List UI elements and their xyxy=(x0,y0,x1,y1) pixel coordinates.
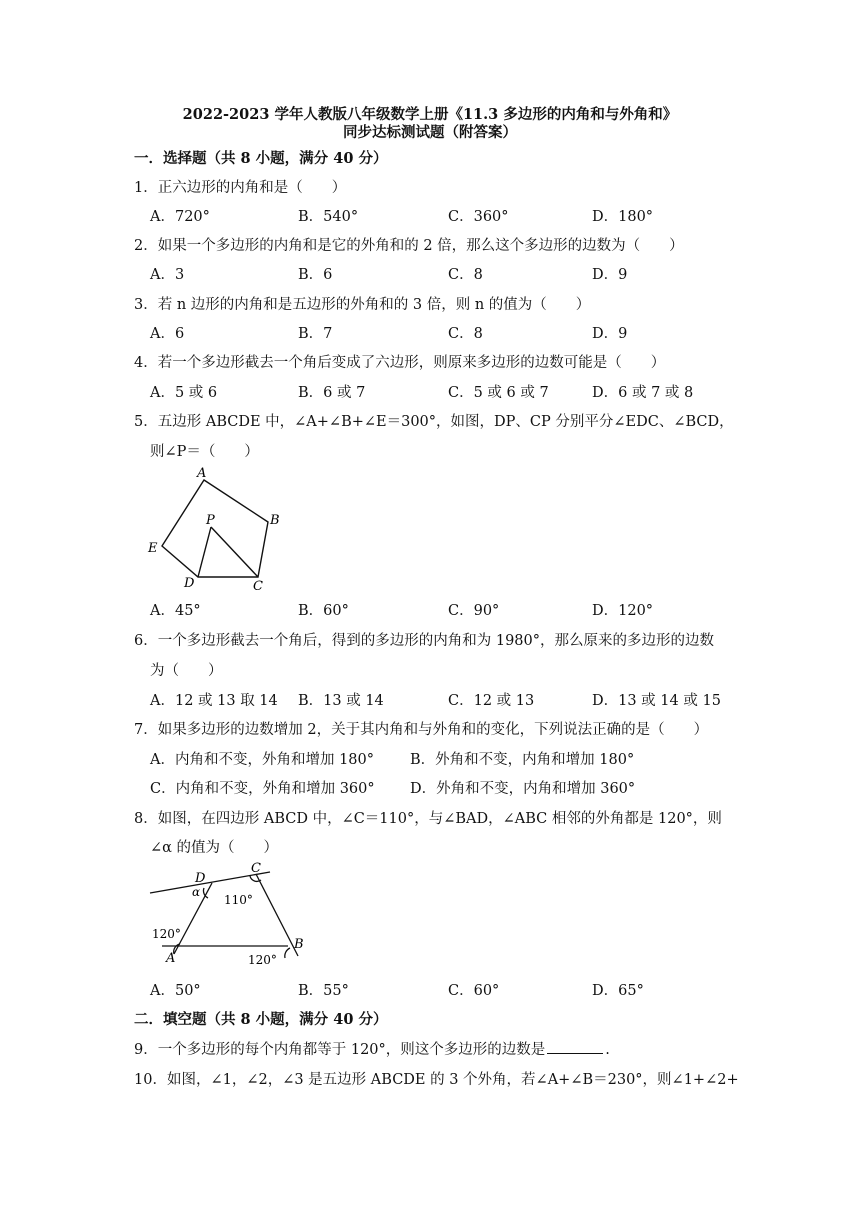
quadrilateral-figure xyxy=(148,860,318,970)
option-c: C．8 xyxy=(448,267,483,283)
question-number: 10． xyxy=(134,1072,167,1088)
option-d: D．120° xyxy=(592,603,654,619)
question-number: 2． xyxy=(134,238,158,254)
option-b: B．外角和不变，内角和增加 180° xyxy=(410,752,635,768)
option-b: B．13 或 14 xyxy=(298,693,384,709)
vertex-label-c: C xyxy=(251,861,261,876)
option-c: C．5 或 6 或 7 xyxy=(448,385,549,401)
angle-label-b: 120° xyxy=(248,953,277,967)
point-label-p: P xyxy=(206,513,215,528)
question-10 xyxy=(134,1068,739,1089)
vertex-label-d: D xyxy=(184,576,195,591)
question-text: 五边形 ABCDE 中，∠A+∠B+∠E＝300°，如图，DP、CP 分别平分∠EDC、∠BCD， xyxy=(157,414,734,430)
section-heading-fill-blank: 二．填空题（共 8 小题，满分 40 分） xyxy=(134,1011,388,1028)
question-3 xyxy=(134,293,590,314)
angle-label-c: 110° xyxy=(224,893,253,907)
vertex-label-d: D xyxy=(195,871,206,886)
question-5 xyxy=(134,410,734,431)
option-c: C．12 或 13 xyxy=(448,693,535,709)
question-number: 7． xyxy=(134,722,158,738)
page-subtitle: 同步达标测试题（附答案） xyxy=(343,124,517,141)
vertex-label-a: A xyxy=(197,466,207,481)
option-a: A．720° xyxy=(150,209,210,225)
option-a: A．50° xyxy=(150,983,201,999)
section-heading-choice: 一．选择题（共 8 小题，满分 40 分） xyxy=(134,150,388,167)
option-d: D．65° xyxy=(592,983,644,999)
option-c: C．8 xyxy=(448,326,483,342)
option-a: A．内角和不变，外角和增加 180° xyxy=(150,752,375,768)
option-b: B．6 xyxy=(298,267,333,283)
option-b: B．55° xyxy=(298,983,349,999)
question-9 xyxy=(134,1038,610,1059)
question-2 xyxy=(134,234,684,255)
question-number: 4． xyxy=(134,355,158,371)
option-d: D．9 xyxy=(592,326,628,342)
question-text: 正六边形的内角和是（ ） xyxy=(157,180,347,196)
angle-label-a: 120° xyxy=(152,927,181,941)
question-7 xyxy=(134,718,708,739)
question-number: 9． xyxy=(134,1042,158,1058)
answer-blank[interactable] xyxy=(547,1041,603,1054)
option-a: A．6 xyxy=(150,326,185,342)
question-1 xyxy=(134,176,346,197)
question-text: 一个多边形截去一个角后，得到的多边形的内角和为 1980°，那么原来的多边形的边数 xyxy=(157,633,714,649)
question-number: 3． xyxy=(134,297,158,313)
question-number: 5． xyxy=(134,414,158,430)
question-4 xyxy=(134,351,665,372)
option-a: A．5 或 6 xyxy=(150,385,218,401)
page-title: 2022-2023 学年人教版八年级数学上册《11.3 多边形的内角和与外角和》 xyxy=(182,106,678,123)
option-b: B．6 或 7 xyxy=(298,385,366,401)
vertex-label-b: B xyxy=(270,513,280,528)
vertex-label-c: C xyxy=(253,579,263,594)
angle-label-alpha: α xyxy=(192,885,201,899)
option-d: D．9 xyxy=(592,267,628,283)
question-text: 一个多边形的每个内角都等于 120°，则这个多边形的边数是 xyxy=(157,1042,546,1058)
option-b: B．540° xyxy=(298,209,359,225)
option-b: B．60° xyxy=(298,603,349,619)
pentagon-figure xyxy=(140,462,290,594)
option-a: A．12 或 13 取 14 xyxy=(150,693,278,709)
option-c: C．内角和不变，外角和增加 360° xyxy=(150,781,375,797)
option-d: D．外角和不变，内角和增加 360° xyxy=(410,781,636,797)
question-text-continued: 则∠P＝（ ） xyxy=(150,444,259,460)
vertex-label-e: E xyxy=(148,541,158,556)
question-text-continued: ∠α 的值为（ ） xyxy=(150,840,279,856)
option-a: A．45° xyxy=(150,603,201,619)
vertex-label-b: B xyxy=(294,937,304,952)
question-text: 如果一个多边形的内角和是它的外角和的 2 倍，那么这个多边形的边数为（ ） xyxy=(157,238,684,254)
question-number: 1． xyxy=(134,180,158,196)
option-b: B．7 xyxy=(298,326,333,342)
question-text: 若 n 边形的内角和是五边形的外角和的 3 倍，则 n 的值为（ ） xyxy=(157,297,591,313)
option-d: D．6 或 7 或 8 xyxy=(592,385,694,401)
option-c: C．360° xyxy=(448,209,509,225)
option-c: C．60° xyxy=(448,983,500,999)
option-d: D．180° xyxy=(592,209,654,225)
question-text-continued: 为（ ） xyxy=(150,663,223,679)
question-text-end: . xyxy=(605,1042,610,1058)
option-c: C．90° xyxy=(448,603,500,619)
question-text: 如图，∠1，∠2，∠3 是五边形 ABCDE 的 3 个外角，若∠A+∠B＝230°，则∠1+∠2+ xyxy=(166,1072,739,1088)
question-text: 若一个多边形截去一个角后变成了六边形，则原来多边形的边数可能是（ ） xyxy=(157,355,666,371)
option-d: D．13 或 14 或 15 xyxy=(592,693,721,709)
question-6 xyxy=(134,629,714,650)
vertex-label-a: A xyxy=(166,951,176,966)
question-8 xyxy=(134,807,722,828)
question-number: 6． xyxy=(134,633,158,649)
question-text: 如果多边形的边数增加 2，关于其内角和与外角和的变化，下列说法正确的是（ ） xyxy=(157,722,709,738)
question-number: 8． xyxy=(134,811,158,827)
option-a: A．3 xyxy=(150,267,185,283)
question-text: 如图，在四边形 ABCD 中，∠C＝110°，与∠BAD，∠ABC 相邻的外角都是 120°，则 xyxy=(157,811,722,827)
